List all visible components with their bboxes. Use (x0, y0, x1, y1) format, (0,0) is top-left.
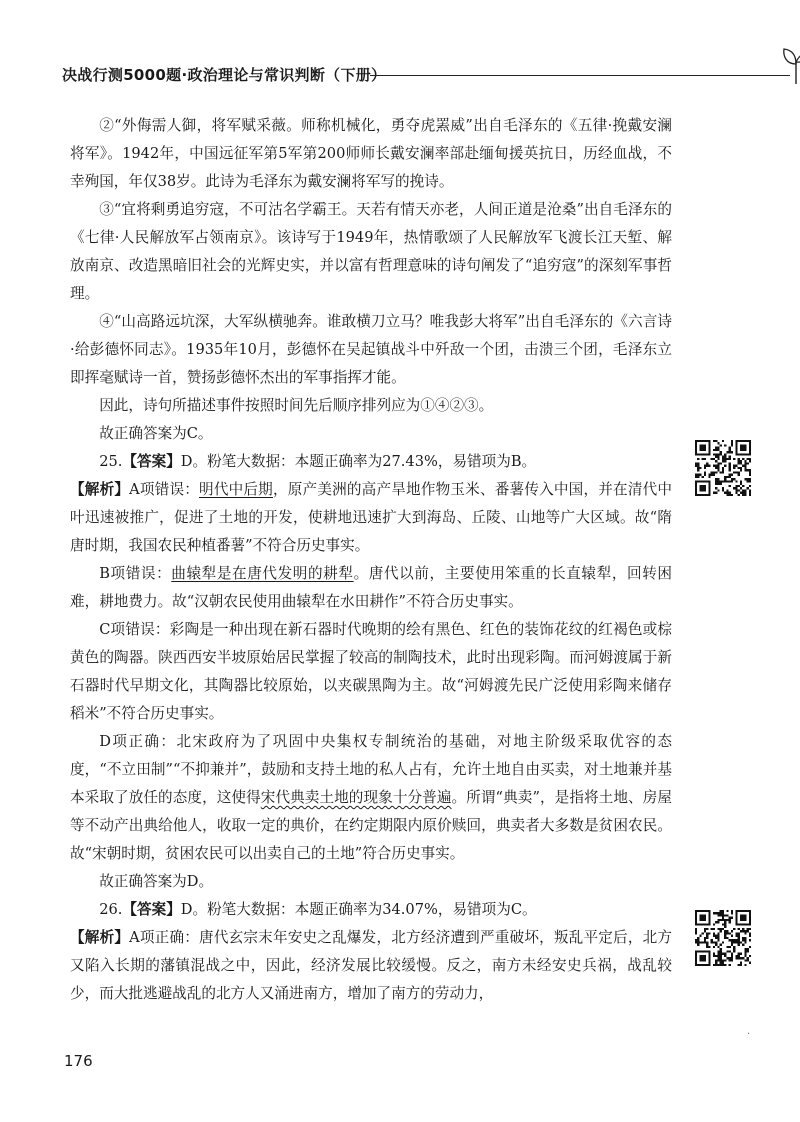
q25-conclusion: 故正确答案为D。 (99, 873, 214, 890)
q25-answer-text: D。粉笔大数据：本题正确率为27.43%，易错项为B。 (180, 453, 537, 470)
q25-option-c: C项错误：彩陶是一种出现在新石器时代晚期的绘有黑色、红色的装饰花纹的红褐色或棕黄色的陶器。陕西西安半坡原始居民掌握了较高的制陶技术，此时出现彩陶。而河姆渡属于新石器时代早期文化，其陶器比较原始，以夹碳黑陶为主。故“河姆渡先民广泛使用彩陶来储存稻米”不符合历史事实。 (70, 621, 672, 722)
option-text: D项正确：北宋政府为了巩固中央集权专制统治的基础，对地主阶级采取优容的态度，“不立田制”“不抑兼并”，鼓励和支持土地的私人占有，允许土地自由买卖，对土地兼并基本采取了放任的态度，这使得 (70, 733, 672, 806)
q25-number: 25. (99, 453, 123, 470)
q25-answer-line (70, 448, 672, 476)
running-header (62, 64, 752, 88)
q26-option-a (70, 924, 672, 1008)
option-lead: B项错误： (99, 565, 172, 582)
header-title: 决战行测5000题·政治理论与常识判断（下册） (62, 66, 387, 84)
q26-answer-text: D。粉笔大数据：本题正确率为34.07%，易错项为C。 (180, 901, 537, 918)
scan-speck: · (747, 1029, 751, 1040)
underlined-phrase: 曲辕犁是在唐代发明的耕犁 (171, 565, 354, 582)
option-lead: A项错误： (129, 481, 200, 498)
paragraph: ④“山高路远坑深，大军纵横驰奔。谁敢横刀立马？唯我彭大将军”出自毛泽东的《六言诗·给彭德怀同志》。1935年10月，彭德怀在吴起镇战斗中歼敌一个团，击溃三个团，毛泽东立即挥毫赋诗一首，赞扬彭德怀杰出的军事指挥才能。 (70, 313, 672, 386)
q26-answer-line (70, 896, 672, 924)
page-number: 176 (64, 1052, 93, 1070)
q25-option-d (70, 728, 672, 868)
q26-number: 26. (99, 901, 123, 918)
answer-tag: 【答案】 (122, 901, 181, 918)
analysis-tag: 【解析】 (70, 481, 130, 498)
page-body (70, 112, 672, 1008)
analysis-tag: 【解析】 (70, 929, 130, 946)
option-text: 。所谓“典卖”，是指将土地、房屋等不动产出典给他人，收取一定的典价，在约定期限内原价赎回，典卖者大多数是贫困农民。故“宋朝时期，贫困农民可以出卖自己的土地”符合历史事实。 (70, 789, 672, 862)
option-text: 。唐代以前，主要使用笨重的长直辕犁，回转困难，耕地费力。故“汉朝农民使用曲辕犁在水田耕作”不符合历史事实。 (70, 565, 672, 610)
option-text: ，原产美洲的高产旱地作物玉米、番薯传入中国，并在清代中叶迅速被推广，促进了土地的开发，使耕地迅速扩大到海岛、丘陵、山地等广大区域。故“隋唐时期，我国农民种植番薯”不符合历史事实。 (70, 481, 672, 554)
qr-code-q25[interactable] (695, 440, 751, 496)
q25-option-b (70, 560, 672, 616)
qr-code-q26[interactable] (695, 910, 751, 966)
paragraph: 因此，诗句所描述事件按照时间先后顺序排列应为①④②③。 (99, 397, 494, 414)
header-rule (370, 75, 790, 76)
answer-tag: 【答案】 (122, 453, 181, 470)
wavy-underlined-phrase: 宋代典卖土地的现象十分普遍 (260, 789, 452, 806)
q25-option-a (70, 476, 672, 560)
paragraph: ②“外侮需人御，将军赋采薇。师称机械化，勇夺虎罴威”出自毛泽东的《五律·挽戴安澜将军》。1942年，中国远征军第5军第200师师长戴安澜率部赴缅甸援英抗日，历经血战，不幸殉国，年仅38岁。此诗为毛泽东为戴安澜将军写的挽诗。 (70, 117, 672, 190)
option-text: A项正确：唐代玄宗末年安史之乱爆发，北方经济遭到严重破坏，叛乱平定后，北方又陷入长期的藩镇混战之中，因此，经济发展比较缓慢。反之，南方未经安史兵祸，战乱较少，而大批逃避战乱的北方人又涌进南方，增加了南方的劳动力， (70, 929, 672, 1002)
sprout-icon (782, 44, 800, 84)
underlined-phrase: 明代中后期 (199, 481, 273, 498)
paragraph: ③“宜将剩勇追穷寇，不可沽名学霸王。天若有情天亦老，人间正道是沧桑”出自毛泽东的《七律·人民解放军占领南京》。该诗写于1949年，热情歌颂了人民解放军飞渡长江天堑、解放南京、改造黑暗旧社会的光辉史实，并以富有哲理意味的诗句阐发了“追穷寇”的深刻军事哲理。 (70, 201, 672, 302)
paragraph: 故正确答案为C。 (99, 425, 213, 442)
